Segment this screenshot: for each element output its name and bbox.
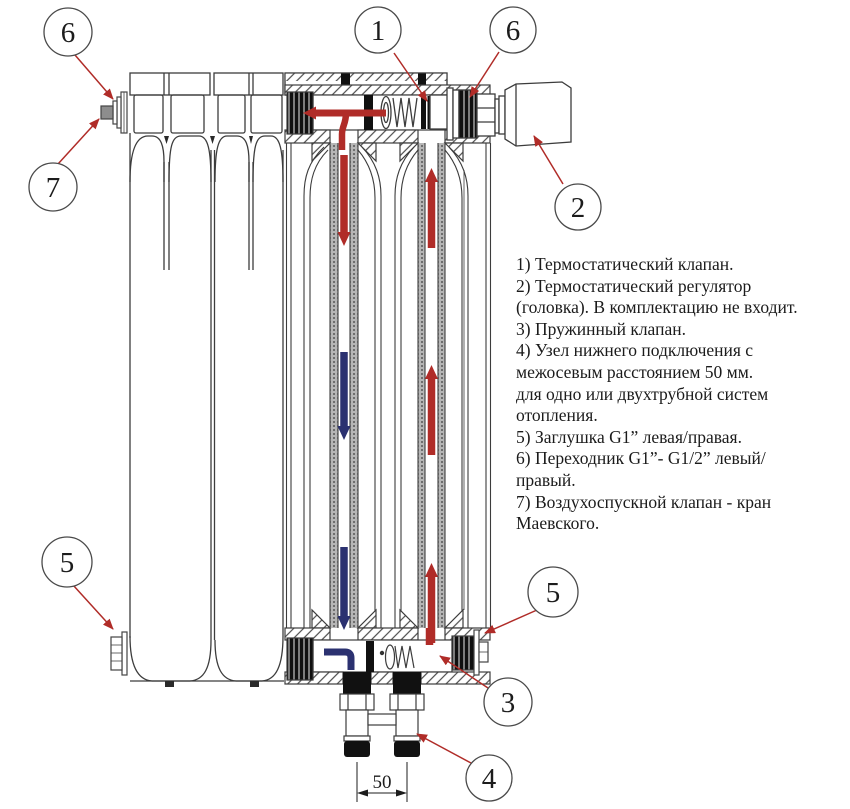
adapter-and-head (447, 82, 571, 146)
callout-6-right-badge (490, 7, 536, 53)
arrow-to-air-vent (58, 119, 99, 164)
nipple-thread-left-bottom (287, 638, 313, 680)
callout-5-left-badge (42, 537, 92, 587)
legend-line: 1) Термостатический клапан. (516, 254, 734, 274)
callout-1-badge (355, 7, 401, 53)
arrow-to-plug-right (485, 610, 537, 633)
union-nut-right (390, 694, 424, 710)
air-vent-nut (101, 106, 113, 119)
svg-text:5: 5 (59, 547, 75, 579)
legend-line: 7) Воздухоспускной клапан - кран (516, 491, 772, 512)
arrow-to-adapter-left (75, 55, 113, 99)
section-header-tank (251, 95, 282, 133)
legend-line: Маевского. (516, 513, 600, 534)
callout-6-left-badge (44, 8, 92, 56)
svg-text:6: 6 (505, 15, 521, 47)
svg-text:5: 5 (545, 577, 561, 609)
legend-line: 2) Термостатический регулятор (516, 275, 752, 296)
callout-2-badge (555, 184, 601, 230)
union-nut-left (340, 694, 374, 710)
legend-line: 6) Переходник G1”- G1/2” левый/ (516, 448, 766, 469)
legend-line: отопления. (516, 405, 598, 426)
svg-text:2: 2 (570, 192, 586, 224)
bottom-pipes (340, 672, 424, 757)
svg-text:3: 3 (500, 687, 516, 719)
legend-line: для одно или двухтрубной систем (516, 383, 769, 404)
svg-text:1: 1 (370, 15, 386, 47)
adapter-hex-nut (477, 94, 495, 136)
callout-7-badge (29, 163, 77, 211)
arrow-to-plug-left (73, 585, 113, 629)
section-header-tank (171, 95, 204, 133)
legend-line: 4) Узел нижнего подключения с (516, 340, 754, 361)
section-top-band (130, 73, 210, 95)
plug-left (111, 632, 127, 675)
legend-line: 5) Заглушка G1” левая/правая. (516, 426, 742, 447)
legend-line: правый. (516, 469, 576, 490)
air-vent-valve (101, 92, 127, 133)
adapter-rings (459, 90, 477, 138)
arrow-to-bottom-pipes (417, 734, 471, 763)
section-header-tank (134, 95, 163, 133)
svg-text:4: 4 (481, 763, 497, 795)
callout-4-badge (466, 755, 512, 801)
section-header-tank (218, 95, 245, 133)
callout-5-right-badge (528, 567, 578, 617)
dimension-50mm (357, 762, 407, 802)
callout-3-badge (484, 678, 532, 726)
legend-line: 3) Пружинный клапан. (516, 318, 686, 339)
radiator-exterior-sections (130, 73, 284, 687)
dimension-label: 50 (372, 772, 392, 793)
legend-line: (головка). В комплектацию не входит. (516, 297, 798, 318)
cut-sections (287, 143, 491, 628)
thermostatic-head (505, 82, 571, 146)
svg-text:6: 6 (60, 17, 76, 49)
svg-text:7: 7 (45, 172, 61, 204)
legend-line: межосевым расстоянием 50 мм. (516, 361, 754, 382)
legend-text-block (516, 254, 850, 535)
